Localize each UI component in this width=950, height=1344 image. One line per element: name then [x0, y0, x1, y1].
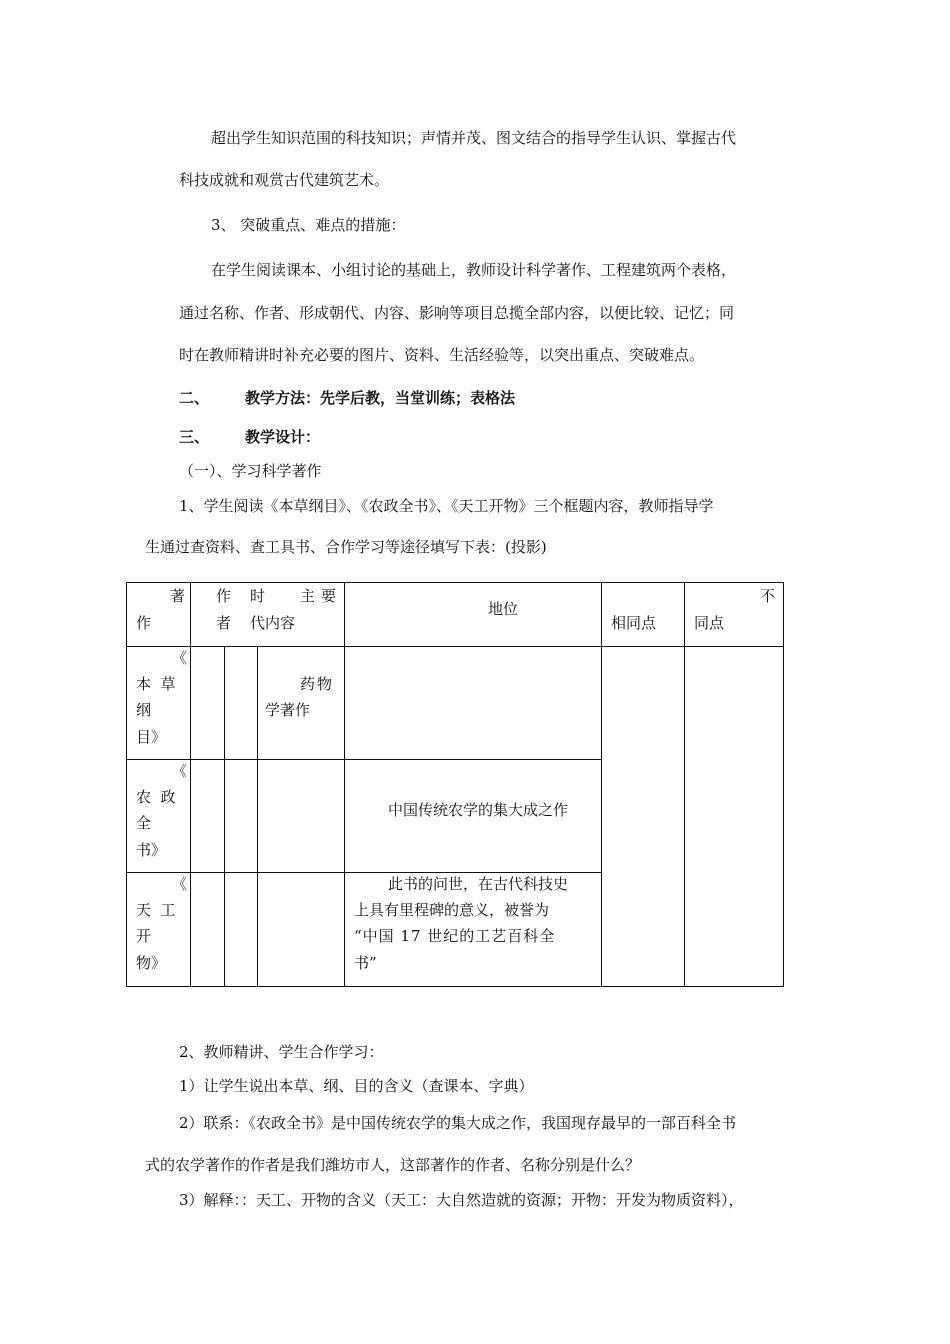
header-status: 地位	[488, 600, 519, 618]
row-status: “中国 17 世纪的工艺百科全	[354, 927, 556, 945]
row-status: 此书的问世，在古代科技史	[388, 875, 569, 893]
header-work: 著	[170, 587, 186, 605]
row-content: 药物	[300, 675, 335, 693]
paragraph-line: 科技成就和观赏古代建筑艺术。	[179, 171, 390, 189]
header-content: 主要	[300, 587, 343, 605]
row-work: 本 草	[136, 675, 176, 693]
section-heading: 教学设计：	[245, 428, 321, 446]
row-status: 书”	[354, 954, 377, 972]
header-era: 代	[250, 614, 266, 632]
row-work: 开	[136, 927, 152, 945]
row-work: 农 政	[136, 788, 176, 806]
header-author: 者	[216, 614, 232, 632]
paragraph-line: 1）让学生说出本草、纲、目的含义（查课本、字典）	[179, 1077, 534, 1095]
header-diff: 同点	[694, 614, 725, 632]
paragraph-line: 3、 突破重点、难点的措施：	[211, 216, 406, 234]
row-work: 目》	[136, 728, 167, 746]
row-status: 上具有里程碑的意义，被誉为	[354, 901, 550, 919]
paragraph-line: 时在教师精讲时补充必要的图片、资料、生活经验等，以突出重点、突破难点。	[179, 346, 705, 364]
paragraph-line: 2）联系：《农政全书》是中国传统农学的集大成之作，我国现存最早的一部百科全书	[179, 1114, 737, 1132]
row-work: 全	[136, 814, 152, 832]
row-content: 学著作	[265, 701, 311, 719]
science-works-table	[126, 582, 784, 987]
section-heading: 教学方法：先学后教，当堂训练；表格法	[245, 389, 516, 407]
section-number: 三、	[179, 428, 210, 446]
row-work: 纲	[136, 701, 152, 719]
row-work: 《	[172, 875, 188, 893]
header-content: 内容	[265, 614, 296, 632]
header-era: 时	[250, 587, 266, 605]
paragraph-line: 2、教师精讲、学生合作学习：	[179, 1043, 384, 1061]
row-status: 中国传统农学的集大成之作	[388, 801, 569, 819]
paragraph-line: 在学生阅读课本、小组讨论的基础上，教师设计科学著作、工程建筑两个表格，	[211, 261, 737, 279]
row-work: 书》	[136, 841, 167, 859]
header-diff: 不	[760, 587, 776, 605]
paragraph-line: 3）解释：：天工、开物的含义（天工：大自然造就的资源；开物：开发为物质资料），	[179, 1191, 744, 1209]
paragraph-line: 式的农学著作的作者是我们潍坊市人，这部著作的作者、名称分别是什么？	[145, 1156, 641, 1174]
header-work: 作	[136, 614, 152, 632]
paragraph-line: 超出学生知识范围的科技知识；声情并茂、图文结合的指导学生认识、掌握古代	[211, 129, 737, 147]
row-work: 《	[172, 762, 188, 780]
paragraph-line: 生通过查资料、查工具书、合作学习等途径填写下表：(投影)	[145, 538, 547, 556]
paragraph-line: 通过名称、作者、形成朝代、内容、影响等项目总揽全部内容，以便比较、记忆；同	[179, 304, 735, 322]
subsection-heading: （一）、学习科学著作	[179, 462, 322, 480]
section-number: 二、	[179, 389, 210, 407]
header-author: 作	[216, 587, 232, 605]
header-same: 相同点	[611, 614, 657, 632]
paragraph-line: 1、学生阅读《本草纲目》、《农政全书》、《天工开物》三个框题内容，教师指导学	[179, 497, 714, 515]
row-work: 《	[172, 649, 188, 667]
row-work: 物》	[136, 954, 167, 972]
row-work: 天 工	[136, 901, 176, 919]
